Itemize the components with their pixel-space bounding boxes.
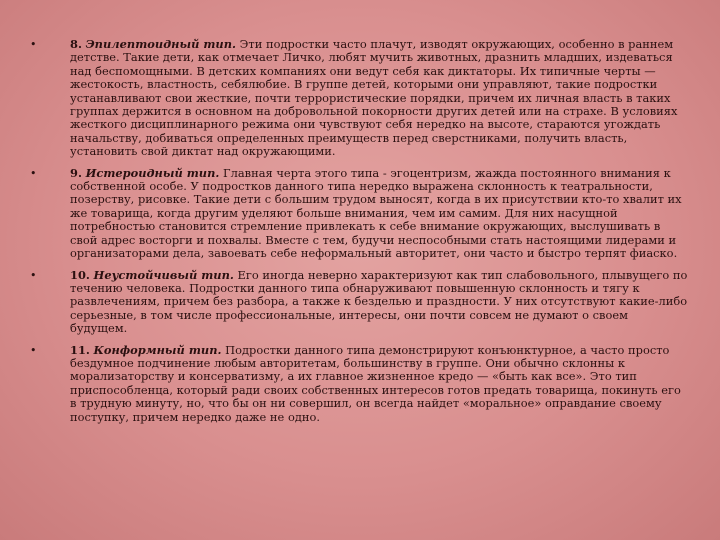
item-number: 9. (70, 165, 82, 180)
item-number: 8. (70, 37, 82, 51)
bullet-icon: • (30, 343, 37, 357)
bullet-icon: • (30, 268, 37, 282)
list-item (24, 269, 688, 336)
type-list (24, 38, 688, 432)
item-type-name: Эпилептоидный тип. (85, 37, 237, 51)
list-item (24, 38, 688, 159)
list-item (24, 167, 688, 261)
item-number: 10. (70, 267, 90, 282)
item-text: Главная черта этого типа - эгоцентризм, жажда постоянного внимания к собственной особе. У подростков данного типа нередко выражена склонность к театральности, позерству, рисовке. Такие дети с большим трудом выносят, когда в их присутствии кто-то хвалит их же товарища, когда другим уделяют больше внимания, чем им самим. Для них насущной потребностью становится стремление привлекать к себе внимание окружающих, выслушивать в свой адрес восторги и похвалы. Вместе с тем, будучи неспособными стать настоящими лидерами и организаторами дела, завоевать себе неформальный авторитет, они часто и быстро терпят фиаско. (70, 165, 682, 261)
item-text: Подростки данного типа демонстрируют конъюнктурное, а часто просто бездумное подчинение любым авторитетам, большинству в группе. Они обычно склонны к морализаторству и консерватизму, а их главное жизненное кредо — «быть как все». Это тип приспособленца, который ради своих собственных интересов готов предать товарища, покинуть его в трудную минуту, но, что бы он ни совершил, он всегда найдет «моральное» оправдание своему поступку, причем нередко даже не одно. (70, 342, 681, 424)
list-item (24, 344, 688, 424)
bullet-icon: • (30, 166, 37, 180)
item-text: Его иногда неверно характеризуют как тип слабовольного, плывущего по течению человека. Подростки данного типа обнаруживают повышенную склонность и тягу к развлечениям, причем без разбора, а также к безделью и праздности. У них отсутствуют какие-либо серьезные, в том числе профессиональные, интересы, они почти совсем не думают о своем будущем. (70, 267, 688, 336)
item-text: Эти подростки часто плачут, изводят окружающих, особенно в раннем детстве. Такие дети, как отмечает Личко, любят мучить животных, дразнить младших, издеваться над беспомощными. В детских компаниях они ведут себя как диктаторы. Их типичные черты — жестокость, властность, себялюбие. В группе детей, которыми они управляют, такие подростки устанавливают свои жесткие, почти террористические порядки, причем их личная власть в таких группах держится в основном на добровольной покорности других детей или на страхе. В условиях жесткого дисциплинарного режима они чувствуют себя нередко на высоте, стараются угождать начальству, добиваться определенных преимуществ перед сверстниками, получить власть, установить свой диктат над окружающими. (70, 37, 678, 159)
item-type-name: Истероидный тип. (85, 165, 220, 180)
item-type-name: Неустойчивый тип. (93, 267, 234, 282)
bullet-icon: • (30, 38, 37, 51)
item-type-name: Конформный тип. (93, 342, 222, 357)
item-number: 11. (70, 342, 90, 357)
